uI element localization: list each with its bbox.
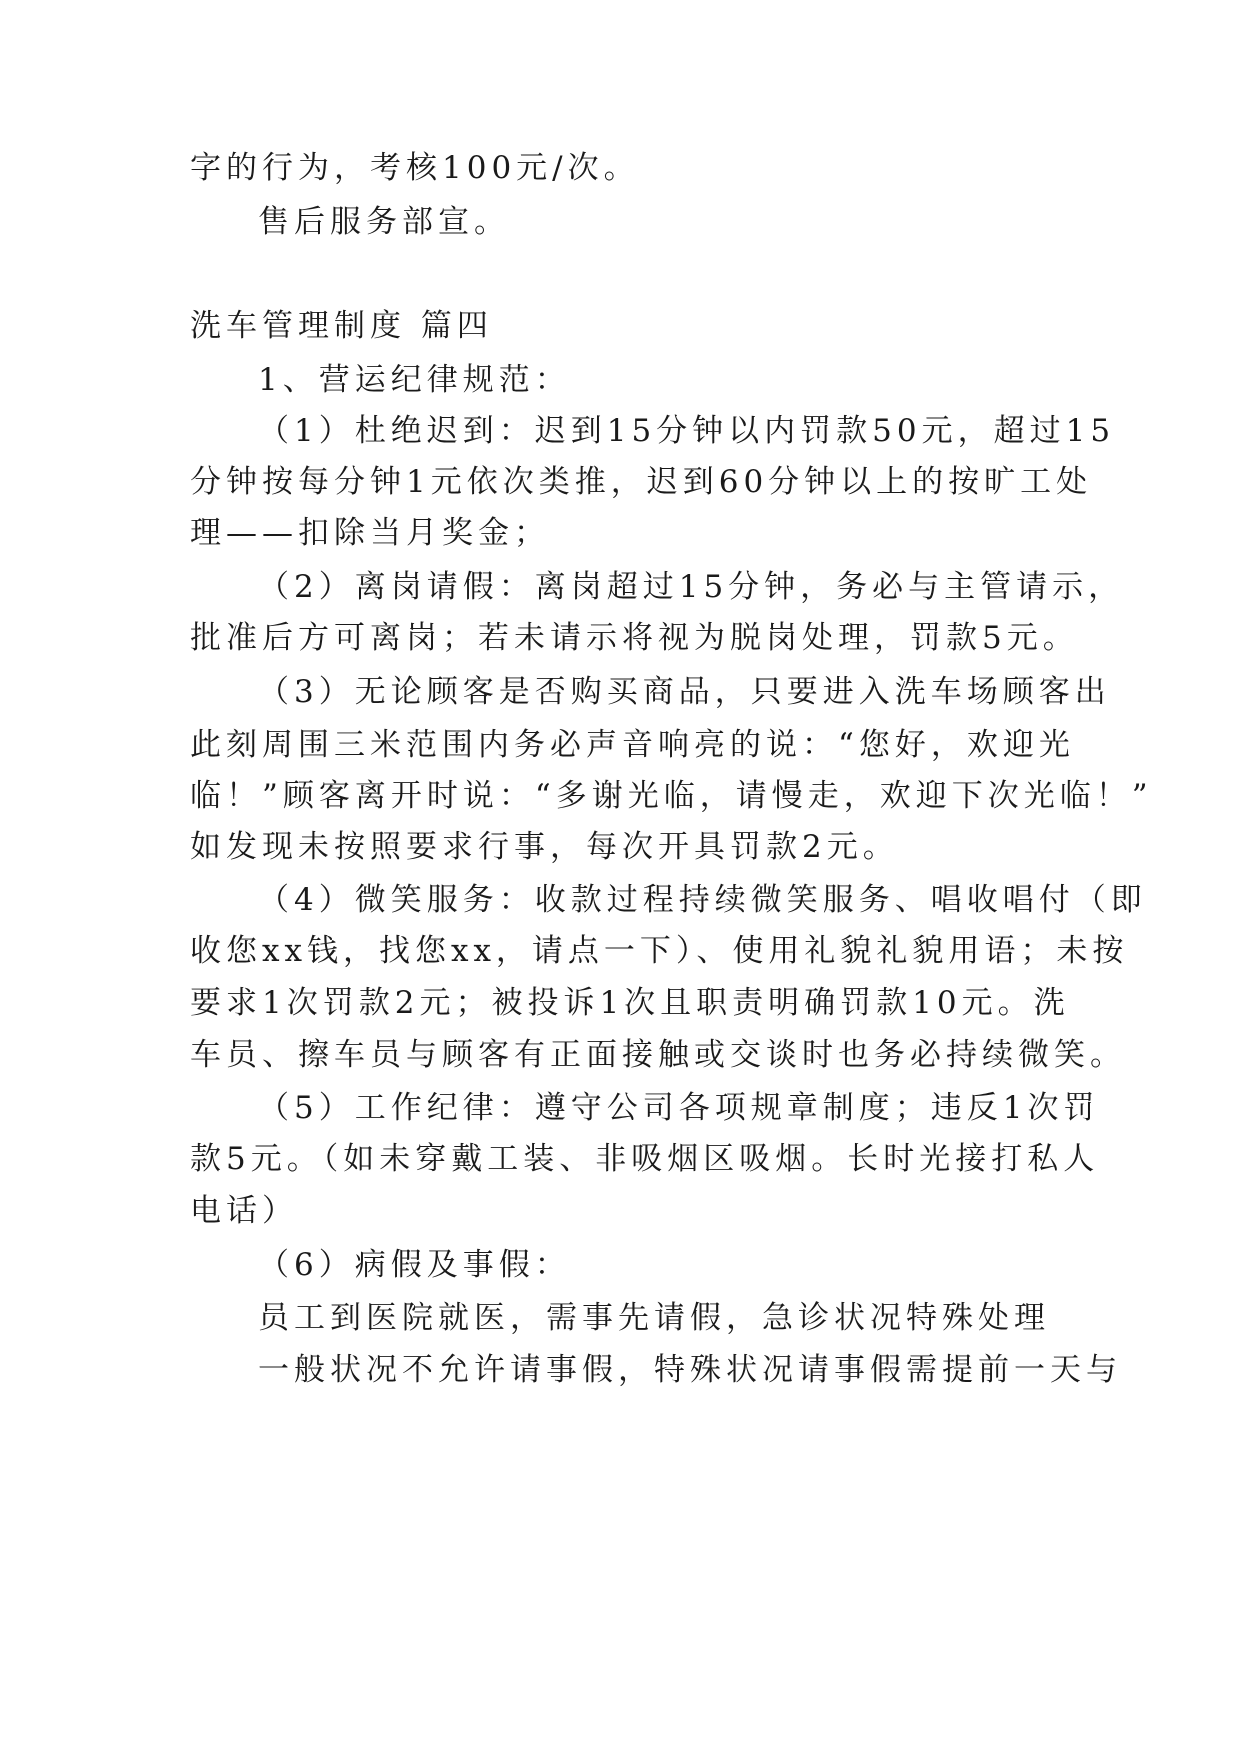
text-line: 此刻周围三米范围内务必声音响亮的说：“您好，欢迎光 [190,727,1075,763]
text-line: 电话） [190,1193,298,1229]
text-line: 分钟按每分钟1元依次类推，迟到60分钟以上的按旷工处 [190,464,1093,500]
text-line: （6）病假及事假： [258,1247,571,1283]
text-line: 临！”顾客离开时说：“多谢光临，请慢走，欢迎下次光临！” [190,778,1153,814]
text-line: （4）微笑服务：收款过程持续微笑服务、唱收唱付（即 [258,882,1147,918]
text-line: （3）无论顾客是否购买商品，只要进入洗车场顾客出 [258,674,1111,710]
text-line: 1、营运纪律规范： [258,362,571,398]
text-line: 批准后方可离岗；若未请示将视为脱岗处理，罚款5元。 [190,620,1079,656]
text-line: 要求1次罚款2元；被投诉1次且职责明确罚款10元。洗 [190,985,1070,1021]
text-line: 理——扣除当月奖金； [190,515,550,551]
text-line: 车员、擦车员与顾客有正面接触或交谈时也务必持续微笑。 [190,1037,1126,1073]
section-heading: 洗车管理制度 篇四 [190,308,493,344]
text-line: 收您xx钱，找您xx，请点一下）、使用礼貌礼貌用语；未按 [190,933,1129,969]
text-line: 员工到医院就医，需事先请假，急诊状况特殊处理 [258,1300,1050,1336]
text-line: （5）工作纪律：遵守公司各项规章制度；违反1次罚 [258,1090,1100,1126]
text-line: （2）离岗请假：离岗超过15分钟，务必与主管请示， [258,569,1125,605]
text-line: 售后服务部宣。 [258,204,510,240]
text-line: 一般状况不允许请事假，特殊状况请事假需提前一天与 [258,1352,1122,1388]
text-line: 字的行为，考核100元/次。 [190,150,640,186]
text-line: （1）杜绝迟到：迟到15分钟以内罚款50元，超过15 [258,413,1116,449]
text-line: 如发现未按照要求行事，每次开具罚款2元。 [190,829,899,865]
text-line: 款5元。（如未穿戴工装、非吸烟区吸烟。长时光接打私人 [190,1141,1100,1177]
